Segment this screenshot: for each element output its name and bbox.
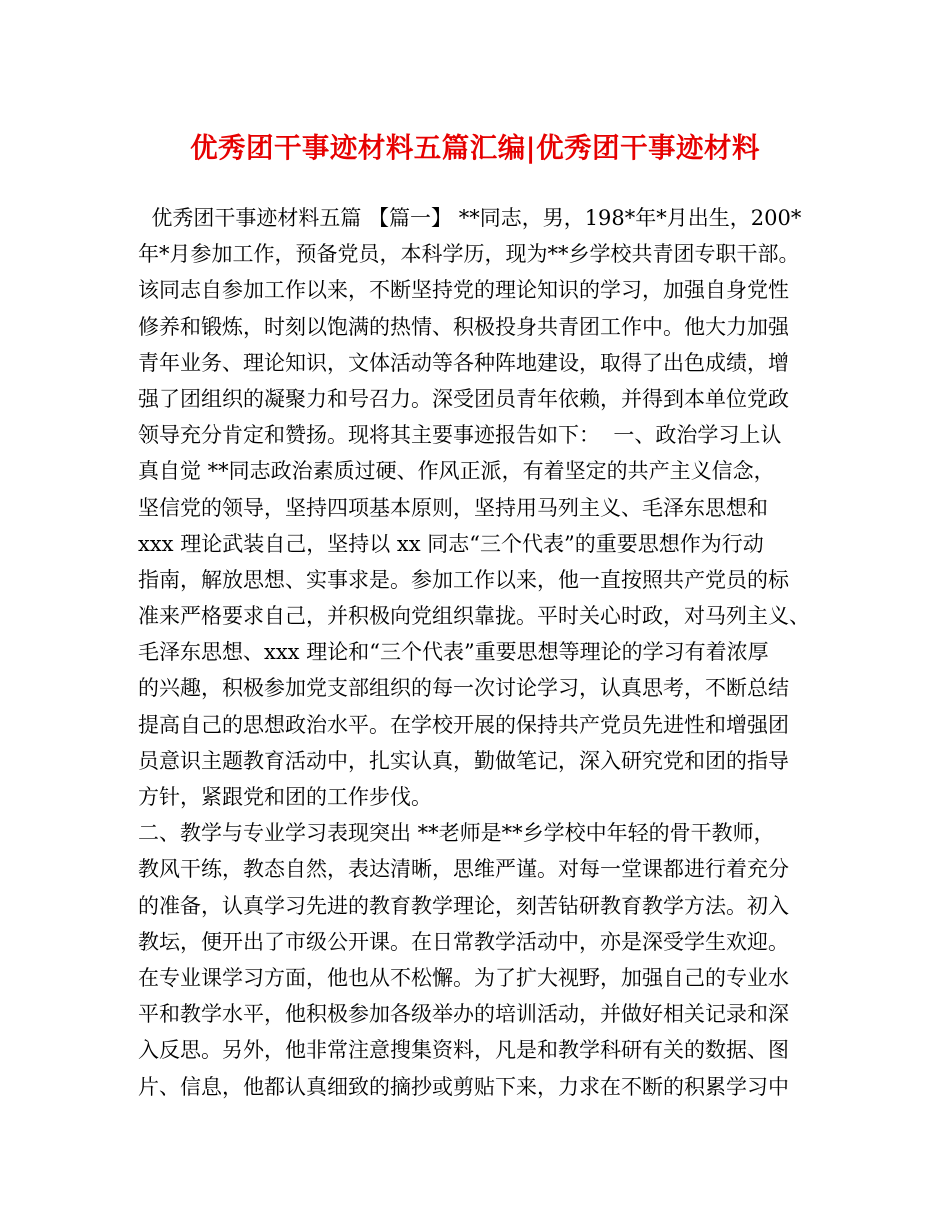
document-title: 优秀团干事迹材料五篇汇编|优秀团干事迹材料 — [190, 132, 760, 164]
body-line: 准来严格要求自己，并积极向党组织靠拢。平时关心时政，对马列主义、 — [138, 604, 810, 629]
document-body — [138, 200, 838, 1105]
body-line: 二、教学与专业学习表现突出 **老师是**乡学校中年轻的骨干教师， — [138, 821, 775, 846]
body-line: 优秀团干事迹材料五篇 【篇一】 **同志，男，198*年*月出生，200* — [138, 206, 802, 230]
body-line: 年*月参加工作，预备党员，本科学历，现为**乡学校共青团专职干部。 — [138, 242, 800, 267]
body-line: 领导充分肯定和赞扬。现将其主要事迹报告如下： 一、政治学习上认 — [138, 423, 782, 448]
body-line: 教坛，便开出了市级公开课。在日常教学活动中，亦是深受学生欢迎。 — [138, 929, 789, 954]
body-line: 该同志自参加工作以来，不断坚持党的理论知识的学习，加强自身党性 — [138, 278, 789, 303]
body-line: 青年业务、理论知识，文体活动等各种阵地建设，取得了出色成绩，增 — [138, 350, 789, 375]
body-line: 员意识主题教育活动中，扎实认真，勤做笔记，深入研究党和团的指导 — [138, 748, 789, 773]
body-line: 片、信息，他都认真细致的摘抄或剪贴下来，力求在不断的积累学习中 — [138, 1074, 789, 1099]
body-line: 真自觉 **同志政治素质过硬、作风正派，有着坚定的共产主义信念， — [138, 459, 775, 484]
body-line: 指南，解放思想、实事求是。参加工作以来，他一直按照共产党员的标 — [138, 567, 789, 592]
body-line: xxx 理论武装自己，坚持以 xx 同志“三个代表”的重要思想作为行动 — [138, 531, 764, 556]
body-line: 提高自己的思想政治水平。在学校开展的保持共产党员先进性和增强团 — [138, 712, 789, 737]
body-line: 教风干练，教态自然，表达清晰，思维严谨。对每一堂课都进行着充分 — [138, 857, 789, 882]
body-line: 的兴趣，积极参加党支部组织的每一次讨论学习，认真思考，不断总结 — [138, 676, 789, 701]
body-line: 平和教学水平，他积极参加各级举办的培训活动，并做好相关记录和深 — [138, 1002, 789, 1027]
body-line: 强了团组织的凝聚力和号召力。深受团员青年依赖，并得到本单位党政 — [138, 386, 789, 411]
body-line: 在专业课学习方面，他也从不松懈。为了扩大视野，加强自己的专业水 — [138, 965, 789, 990]
body-line: 修养和锻炼，时刻以饱满的热情、积极投身共青团工作中。他大力加强 — [138, 314, 789, 339]
body-line: 入反思。另外，他非常注意搜集资料，凡是和教学科研有关的数据、图 — [138, 1038, 789, 1063]
body-line: 的准备，认真学习先进的教育教学理论，刻苦钻研教育教学方法。初入 — [138, 893, 789, 918]
body-line: 毛泽东思想、xxx 理论和“三个代表”重要思想等理论的学习有着浓厚 — [138, 640, 769, 665]
body-line: 方针，紧跟党和团的工作步伐。 — [138, 785, 432, 809]
body-line: 坚信党的领导，坚持四项基本原则，坚持用马列主义、毛泽东思想和 — [138, 495, 768, 520]
